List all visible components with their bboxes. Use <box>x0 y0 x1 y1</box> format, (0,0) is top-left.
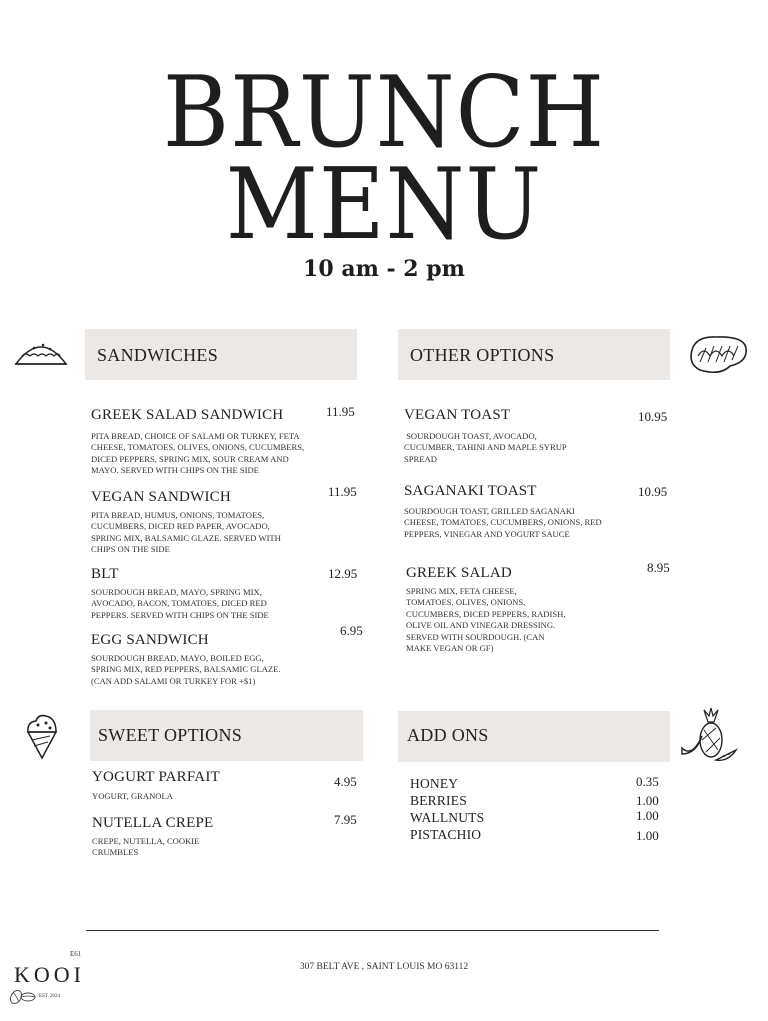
item-price: 6.95 <box>340 623 363 638</box>
section-label-sandwiches: SANDWICHES <box>97 345 219 365</box>
item-description: CREPE, NUTELLA, COOKIE CRUMBLES <box>92 836 200 858</box>
menu-title-line2: MENU <box>225 148 543 262</box>
section-sweet-options <box>90 710 363 761</box>
addon-name: BERRIES <box>410 793 467 808</box>
coffee-beans-icon <box>8 986 38 1006</box>
item-name: NUTELLA CREPE <box>92 815 214 831</box>
taco-icon <box>12 334 70 372</box>
item-price: 11.95 <box>326 404 355 419</box>
item-price: 10.95 <box>638 409 668 424</box>
item-name: GREEK SALAD <box>406 565 512 581</box>
logo-tag: E61 <box>70 950 82 958</box>
steak-icon <box>686 332 750 378</box>
item-description: SOURDOUGH BREAD, MAYO, SPRING MIX, AVOCADO, BACON, TOMATOES, DICED RED PEPPERS. SERVED WITH CHIPS ON THE SIDE <box>91 587 269 620</box>
footer-divider <box>86 930 659 931</box>
item-description: SPRING MIX, FETA CHEESE, TOMATOES, OLIVES, ONIONS, CUCUMBERS, DICED PEPPERS, RADISH, OLIVE OIL AND VINEGAR DRESSING. SERVED WITH SOURDOUGH. (CAN MAKE VEGAN OR GF) <box>406 586 566 654</box>
addon-name: HONEY <box>410 776 459 791</box>
section-label-other-options: OTHER OPTIONS <box>410 345 555 365</box>
item-price: 12.95 <box>328 566 358 581</box>
item-description: SOURDOUGH TOAST, AVOCADO, CUCUMBER, TAHINI AND MAPLE SYRUP SPREAD <box>404 431 567 464</box>
menu-title-line1: BRUNCH <box>162 56 606 170</box>
logo-text: KOOI <box>14 962 85 987</box>
item-price: 8.95 <box>647 560 670 575</box>
addon-name: PISTACHIO <box>410 827 482 842</box>
addon-price: 1.00 <box>636 828 659 843</box>
item-description: PITA BREAD, CHOICE OF SALAMI OR TURKEY, FETA CHEESE, TOMATOES, OLIVES, ONIONS, CUCUMBERS, DICED PEPPERS, SPRING MIX, SOUR CREAM AND MAYO. SERVED WITH CHIPS ON THE SIDE <box>91 431 305 476</box>
item-name: GREEK SALAD SANDWICH <box>91 407 284 423</box>
addon-price: 1.00 <box>636 793 659 808</box>
item-price: 4.95 <box>334 774 357 789</box>
item-description: SOURDOUGH BREAD, MAYO, BOILED EGG, SPRING MIX, RED PEPPERS, BALSAMIC GLAZE. (CAN ADD SALAMI OR TURKEY FOR +$1) <box>91 653 281 686</box>
section-label-add-ons: ADD ONS <box>407 725 489 745</box>
section-other-options <box>398 329 670 380</box>
item-price: 11.95 <box>328 484 357 499</box>
ice-cream-cone-icon <box>24 712 60 760</box>
section-add-ons <box>398 711 670 762</box>
item-description: SOURDOUGH TOAST, GRILLED SAGANAKI CHEESE, TOMATOES, CUCUMBERS, ONIONS, RED PEPPERS, VINEGAR AND YOGURT SAUCE <box>404 506 602 539</box>
hours: 10 am - 2 pm <box>303 256 465 282</box>
item-price: 7.95 <box>334 812 357 827</box>
section-label-sweet-options: SWEET OPTIONS <box>98 725 243 745</box>
logo <box>8 948 98 1008</box>
fruits-icon <box>678 706 740 764</box>
addon-price: 0.35 <box>636 774 659 789</box>
logo-est: EST. 2024 <box>39 994 61 999</box>
item-price: 10.95 <box>638 484 668 499</box>
item-name: SAGANAKI TOAST <box>404 483 537 499</box>
item-name: VEGAN SANDWICH <box>91 489 231 505</box>
item-name: VEGAN TOAST <box>404 407 511 423</box>
item-description: PITA BREAD, HUMUS, ONIONS, TOMATOES, CUCUMBERS, DICED RED PAPER, AVOCADO, SPRING MIX, BALSAMIC GLAZE. SERVED WITH CHIPS ON THE SIDE <box>91 510 281 555</box>
address: 307 BELT AVE , SAINT LOUIS MO 63112 <box>299 962 469 972</box>
addon-price: 1.00 <box>636 808 659 823</box>
item-name: EGG SANDWICH <box>91 632 209 648</box>
item-name: BLT <box>91 566 119 582</box>
section-sandwiches <box>85 329 357 380</box>
item-description: YOGURT, GRANOLA <box>92 791 173 801</box>
item-name: YOGURT PARFAIT <box>92 769 220 785</box>
addon-name: WALLNUTS <box>410 810 485 825</box>
